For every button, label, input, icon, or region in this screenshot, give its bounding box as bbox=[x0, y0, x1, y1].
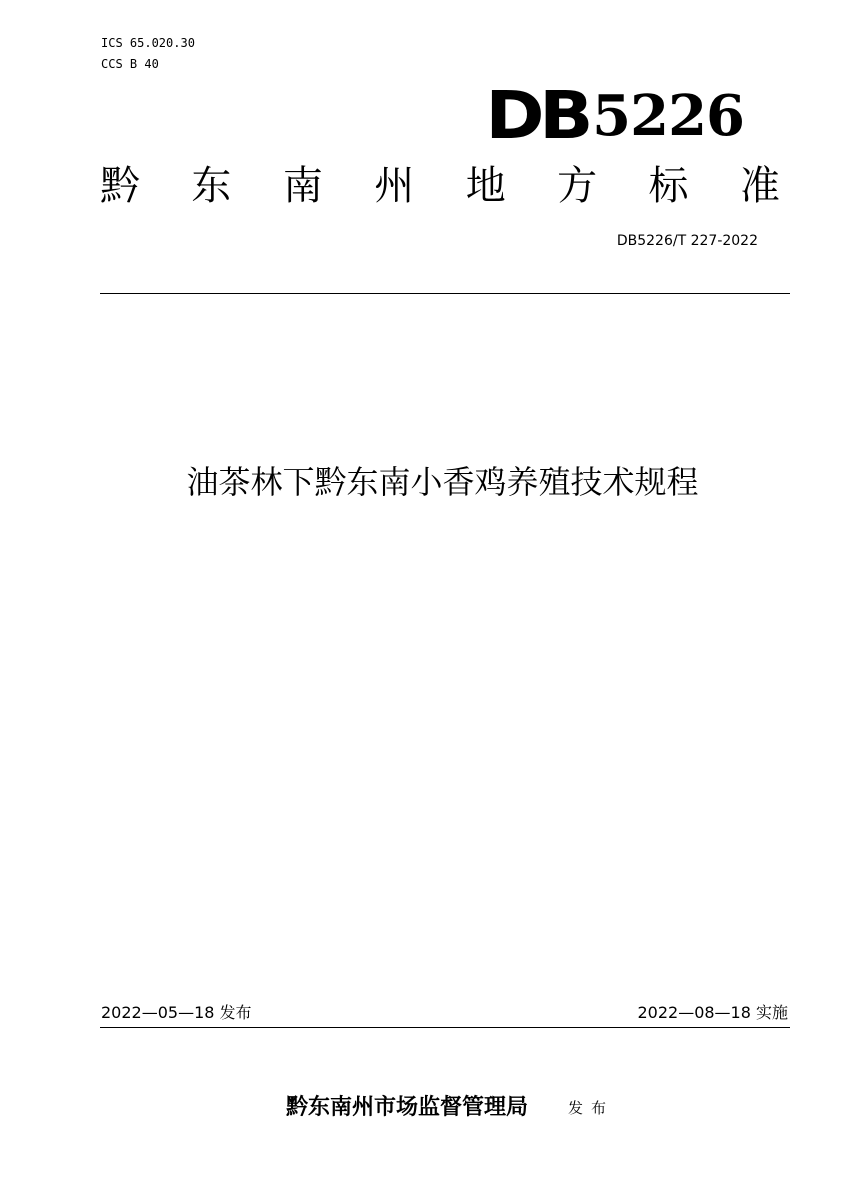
bottom-divider bbox=[100, 1027, 790, 1028]
standard-type-heading bbox=[100, 160, 780, 212]
standard-type-char: 标 bbox=[648, 163, 689, 209]
classification-codes bbox=[101, 33, 195, 75]
ics-code: ICS 65.020.30 bbox=[101, 36, 195, 50]
document-title: 油茶林下黔东南小香鸡养殖技术规程 bbox=[186, 463, 699, 501]
standard-logo bbox=[485, 77, 744, 154]
standard-type-char: 东 bbox=[191, 163, 232, 209]
logo-prefix: DB bbox=[485, 77, 589, 154]
standard-type-char: 南 bbox=[282, 163, 323, 209]
standard-type-char: 方 bbox=[557, 163, 598, 209]
standard-type-char: 州 bbox=[374, 163, 415, 209]
publisher-name: 黔东南州市场监督管理局 bbox=[286, 1095, 529, 1120]
standard-type-char: 黔 bbox=[100, 163, 140, 209]
implementation-date: 2022—08—18 实施 bbox=[637, 1003, 788, 1022]
publisher-line bbox=[286, 1093, 614, 1123]
standard-number: DB5226/T 227-2022 bbox=[616, 233, 758, 249]
standard-type-char: 地 bbox=[465, 163, 506, 209]
ccs-code: CCS B 40 bbox=[101, 57, 159, 71]
top-divider bbox=[100, 293, 790, 294]
standard-type-char: 准 bbox=[739, 163, 780, 209]
logo-number: 5226 bbox=[592, 83, 744, 149]
issue-date: 2022—05—18 发布 bbox=[101, 1003, 252, 1022]
publish-label: 发布 bbox=[568, 1099, 615, 1117]
